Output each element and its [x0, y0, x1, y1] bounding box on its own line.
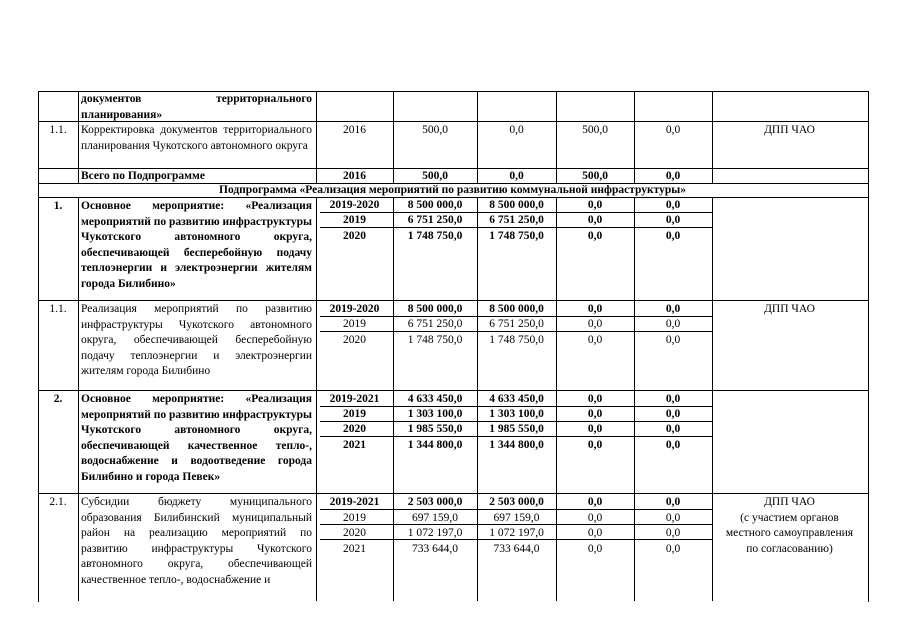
row4-federal: 1 748 750,0 [489, 334, 544, 346]
row5-okrug: 0,0 [587, 408, 603, 420]
row6-year: 2021 [343, 543, 366, 555]
row4-total: 6 751 250,0 [407, 318, 463, 330]
row2-description: Всего по Подпрограмме [81, 170, 205, 182]
row4-local: 0,0 [665, 318, 681, 330]
row1-number: 1.1. [49, 124, 67, 136]
row5-local: 0,0 [665, 439, 681, 451]
row4-year: 2019 [343, 318, 366, 330]
row5-okrug: 0,0 [587, 439, 603, 451]
col-divider [78, 91, 79, 183]
row5-year: 2021 [343, 439, 366, 451]
row4-local: 0,0 [665, 334, 681, 346]
row2-year: 2016 [343, 170, 366, 182]
row5-total: 1 344 800,0 [407, 439, 463, 451]
row6-description: Субсидии бюджету муниципального образования Билибинский муниципальный район на реализацию мероприятий по развитию инфраструктуры Чукотского автономного округа, обеспечивающей качественное тепло-, водоснабжение и [81, 496, 312, 586]
row4-okrug: 0,0 [587, 318, 603, 330]
row5-total: 4 633 450,0 [407, 393, 463, 405]
row3-local: 0,0 [665, 230, 681, 242]
row4-federal: 8 500 000,0 [489, 303, 544, 315]
row6-number: 2.1. [49, 496, 67, 508]
row6-executor-note: местного самоуправления [725, 527, 854, 539]
row3-total: 8 500 000,0 [407, 199, 463, 211]
row2-federal: 0,0 [509, 170, 524, 182]
row6-okrug: 0,0 [587, 543, 603, 555]
row3-year: 2019-2020 [329, 199, 380, 211]
row5-description: Основное мероприятие: «Реализация мероприятий по развитию инфраструктуры Чукотского автономного округа, обеспечивающей качественное тепло-, водоснабжение и водоотведение города Билибино и города Певек» [81, 393, 313, 483]
row3-federal: 1 748 750,0 [489, 230, 544, 242]
row5-federal: 1 303 100,0 [489, 408, 544, 420]
row0-description: документов территориального планирования» [81, 93, 312, 121]
row6-federal: 733 644,0 [493, 543, 540, 555]
row6-year: 2019 [343, 512, 366, 524]
row6-total: 733 644,0 [412, 543, 458, 555]
row1-local: 0,0 [665, 124, 681, 136]
row6-local: 0,0 [665, 512, 681, 524]
section-heading: Подпрограмма «Реализация мероприятий по развитию коммунальной инфраструктуры» [219, 184, 686, 196]
row6-okrug: 0,0 [587, 496, 603, 508]
row4-number: 1.1. [49, 303, 67, 315]
row2-local: 0,0 [665, 170, 681, 182]
row5-federal: 1 985 550,0 [489, 423, 544, 435]
row3-okrug: 0,0 [587, 199, 603, 211]
row3-total: 6 751 250,0 [407, 214, 463, 226]
row4-executor: ДПП ЧАО [764, 303, 815, 315]
row6-local: 0,0 [665, 543, 681, 555]
row4-total: 8 500 000,0 [407, 303, 463, 315]
row5-local: 0,0 [665, 423, 681, 435]
row-divider [38, 493, 868, 494]
row4-year: 2019-2020 [329, 303, 380, 315]
row3-federal: 8 500 000,0 [489, 199, 544, 211]
row1-description: Корректировка документов территориального планирования Чукотского автономного округа [81, 124, 312, 152]
row6-total: 697 159,0 [412, 512, 458, 524]
row6-executor: ДПП ЧАО [764, 496, 815, 508]
row-divider [38, 300, 868, 301]
row5-federal: 1 344 800,0 [489, 439, 544, 451]
row6-year: 2019-2021 [329, 496, 380, 508]
row1-total: 500,0 [422, 124, 448, 136]
row3-year: 2019 [343, 214, 366, 226]
row2-total: 500,0 [422, 170, 448, 182]
row3-number: 1. [53, 200, 63, 212]
row3-total: 1 748 750,0 [407, 230, 463, 242]
row5-year: 2019-2021 [329, 393, 380, 405]
row2-okrug: 500,0 [582, 170, 608, 182]
row4-okrug: 0,0 [587, 334, 603, 346]
row5-okrug: 0,0 [587, 393, 603, 405]
row5-local: 0,0 [665, 408, 681, 420]
row5-federal: 4 633 450,0 [489, 393, 544, 405]
row3-local: 0,0 [665, 214, 681, 226]
row6-year: 2020 [343, 527, 366, 539]
row3-description: Основное мероприятие: «Реализация мероприятий по развитию инфраструктуры Чукотского автономного округа, обеспечивающей бесперебойную подачу теплоэнергии и электроэнергии жителям города Билибино» [81, 200, 313, 290]
row5-total: 1 985 550,0 [407, 423, 463, 435]
row3-year: 2020 [343, 230, 366, 242]
row-divider [38, 390, 868, 391]
col-divider [78, 197, 79, 601]
row6-federal: 697 159,0 [493, 512, 540, 524]
row5-year: 2019 [343, 408, 366, 420]
row6-okrug: 0,0 [587, 527, 603, 539]
row4-local: 0,0 [665, 303, 681, 315]
row5-total: 1 303 100,0 [407, 408, 463, 420]
row4-okrug: 0,0 [587, 303, 603, 315]
row6-federal: 2 503 000,0 [489, 496, 544, 508]
row1-federal: 0,0 [509, 124, 524, 136]
row5-local: 0,0 [665, 393, 681, 405]
row5-year: 2020 [343, 423, 366, 435]
row4-year: 2020 [343, 334, 366, 346]
row1-okrug: 500,0 [582, 124, 608, 136]
row6-federal: 1 072 197,0 [489, 527, 544, 539]
row6-executor-note: (с участием органов [740, 512, 839, 524]
row6-total: 1 072 197,0 [407, 527, 463, 539]
row3-federal: 6 751 250,0 [489, 214, 544, 226]
row6-local: 0,0 [665, 496, 681, 508]
row5-number: 2. [53, 393, 63, 405]
row5-okrug: 0,0 [587, 423, 603, 435]
row4-description: Реализация мероприятий по развитию инфраструктуры Чукотского автономного округа, обеспечивающей бесперебойную подачу теплоэнергии и электроэнергии жителям города Билибино [81, 303, 312, 377]
row3-okrug: 0,0 [587, 214, 603, 226]
row6-total: 2 503 000,0 [407, 496, 463, 508]
row4-total: 1 748 750,0 [407, 334, 463, 346]
row1-year: 2016 [343, 124, 366, 136]
row3-local: 0,0 [665, 199, 681, 211]
row6-executor-note: по согласованию) [746, 543, 833, 555]
row3-okrug: 0,0 [587, 230, 603, 242]
row4-federal: 6 751 250,0 [489, 318, 544, 330]
row6-okrug: 0,0 [587, 512, 603, 524]
row6-local: 0,0 [665, 527, 681, 539]
row1-executor: ДПП ЧАО [764, 124, 815, 136]
